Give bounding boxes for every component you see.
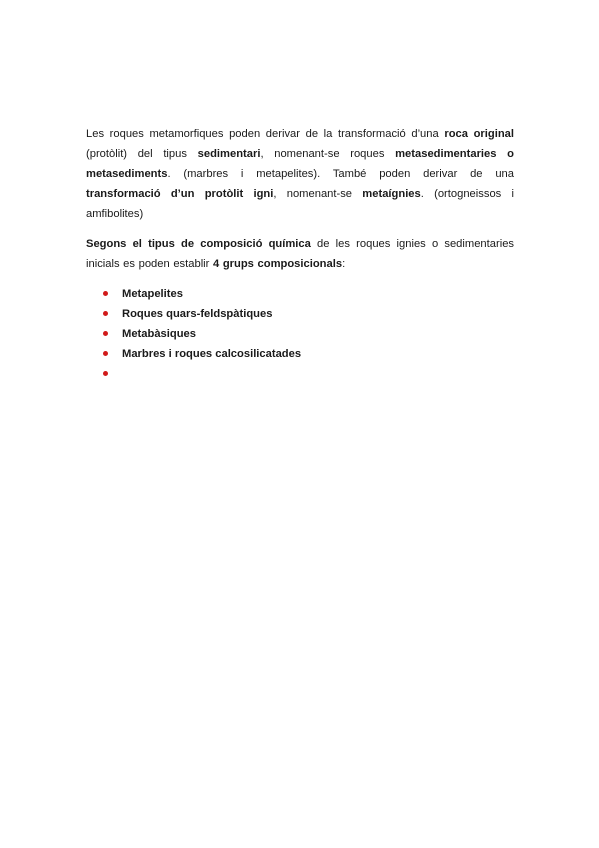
para1-bold-roca-original: roca original <box>444 128 514 140</box>
para1-bold-sedimentari: sedimentari <box>197 148 261 160</box>
para1-bold-metasedimentaries: metasedimentaries o metasediments <box>86 148 514 180</box>
document-body <box>86 124 514 384</box>
para1-text-1: Les roques metamorfiques poden derivar de la transformació d’una <box>86 128 445 140</box>
para2-text-1: de les roques ignies o sedimentaries inicials es poden establir <box>86 238 515 270</box>
compositional-groups-list <box>86 284 514 384</box>
list-item <box>86 324 514 344</box>
list-item-empty <box>86 364 514 384</box>
paragraph-metamorphic-origin <box>86 124 514 224</box>
para2-bold-composicio: Segons el tipus de composició química <box>86 238 311 250</box>
list-item-label: Marbres i roques calcosilicatades <box>122 348 302 360</box>
para1-bold-metaignies: metaígnies <box>362 188 421 200</box>
para2-bold-4-grups: 4 grups composicionals <box>213 258 343 270</box>
list-item-label: Roques quars-feldspàtiques <box>122 308 273 320</box>
para1-text-4: . (marbres i metapelites). També poden derivar de una <box>167 168 514 180</box>
bullet-icon <box>103 311 108 316</box>
bullet-icon <box>103 291 108 296</box>
paragraph-compositional-groups <box>86 234 514 274</box>
para1-bold-transformacio: transformació d’un protòlit igni <box>86 188 274 200</box>
para1-text-6: . (ortogneissos i amfibolites) <box>86 188 514 220</box>
list-item-label: Metapelites <box>122 288 183 300</box>
bullet-icon <box>103 371 108 376</box>
para1-text-5: , nomenant-se <box>273 188 363 200</box>
bullet-icon <box>103 331 108 336</box>
bullet-icon <box>103 351 108 356</box>
list-item <box>86 344 514 364</box>
para1-text-2: (protòlit) del tipus <box>86 148 198 160</box>
list-item <box>86 304 514 324</box>
list-item-label: Metabàsiques <box>122 328 196 340</box>
para2-text-2: : <box>342 258 346 270</box>
para1-text-3: , nomenant-se roques <box>260 148 396 160</box>
list-item <box>86 284 514 304</box>
